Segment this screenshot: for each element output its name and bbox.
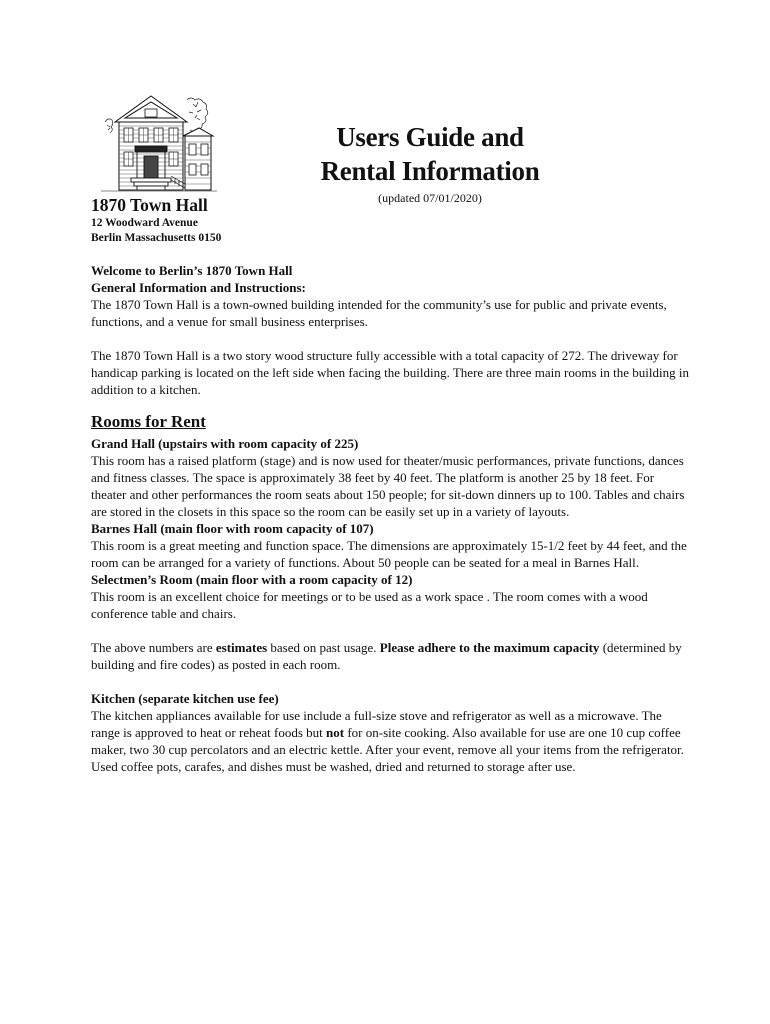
capacity-note-post: (determined by building and fire codes) as posted in each room. (91, 640, 682, 672)
kitchen-text-post: for on-site cooking. Also available for use are one 10 cup coffee maker, two 30 cup percolators and an electric kettle. After your event, remove all your items from the refrigerator. Used coffee pots, carafes, and dishes must be washed, dried and returned to storage after use. (91, 725, 684, 774)
barnes-hall-heading: Barnes Hall (main floor with room capacity of 107) (91, 521, 374, 536)
kitchen-text-pre: The kitchen appliances available for use include a full-size stove and refrigerator as well as a microwave. The range is approved to heat or reheat foods but (91, 708, 662, 740)
selectmen-room-description: This room is an excellent choice for meetings or to be used as a work space . The room comes with a wood conference table and chairs. (91, 589, 648, 621)
org-name: 1870 Town Hall (91, 195, 208, 215)
kitchen-description (91, 707, 691, 775)
capacity-note-warning: Please adhere to the maximum capacity (379, 640, 600, 655)
capacity-note-estimates: estimates (215, 640, 268, 655)
town-hall-illustration (101, 92, 217, 196)
organization-block (91, 194, 221, 246)
grand-hall-description: This room has a raised platform (stage) and is now used for theater/music performances, private functions, dances and fitness classes. The space is approximately 38 feet by 40 feet. The platform is another 25 by 18 feet. For theater and other performances the room seats about 150 people; for sit-down dinners up to 100. Tables and chairs are stored in the closets in this space so the room can be easily set up in a variety of layouts. (91, 453, 685, 519)
capacity-note-mid: based on past usage. (267, 640, 380, 655)
kitchen-text-not: not (326, 725, 345, 740)
rooms-section-heading: Rooms for Rent (91, 412, 206, 431)
kitchen-heading: Kitchen (separate kitchen use fee) (91, 691, 279, 706)
intro-paragraph-1: The 1870 Town Hall is a town-owned building intended for the community’s use for public and private events, functions, and a venue for small business enterprises. (91, 297, 667, 329)
capacity-note (91, 639, 691, 673)
capacity-note-pre: The above numbers are (91, 640, 216, 655)
barnes-hall-description: This room is a great meeting and function space. The dimensions are approximately 15-1/2 feet by 44 feet, and the room can be arranged for a variety of functions. About 50 people can be seated for a meal in Barnes Hall. (91, 538, 687, 570)
intro-paragraph-2: The 1870 Town Hall is a two story wood structure fully accessible with a total capacity of 272. The driveway for handicap parking is located on the left side when facing the building. There are three main rooms in the building in addition to a kitchen. (91, 348, 689, 397)
org-address-street: 12 Woodward Avenue (91, 217, 198, 229)
title-line-1: Users Guide and (336, 122, 524, 152)
title-line-2: Rental Information (320, 156, 540, 186)
org-address-city: Berlin Massachusetts 0150 (91, 232, 222, 244)
grand-hall-heading: Grand Hall (upstairs with room capacity of 225) (91, 436, 359, 451)
general-info-heading: General Information and Instructions: (91, 280, 306, 295)
welcome-heading: Welcome to Berlin’s 1870 Town Hall (91, 263, 293, 278)
document-body (91, 262, 691, 775)
selectmen-room-heading: Selectmen’s Room (main floor with a room capacity of 12) (91, 572, 413, 587)
updated-date: (updated 07/01/2020) (378, 191, 482, 205)
document-title (300, 120, 560, 206)
